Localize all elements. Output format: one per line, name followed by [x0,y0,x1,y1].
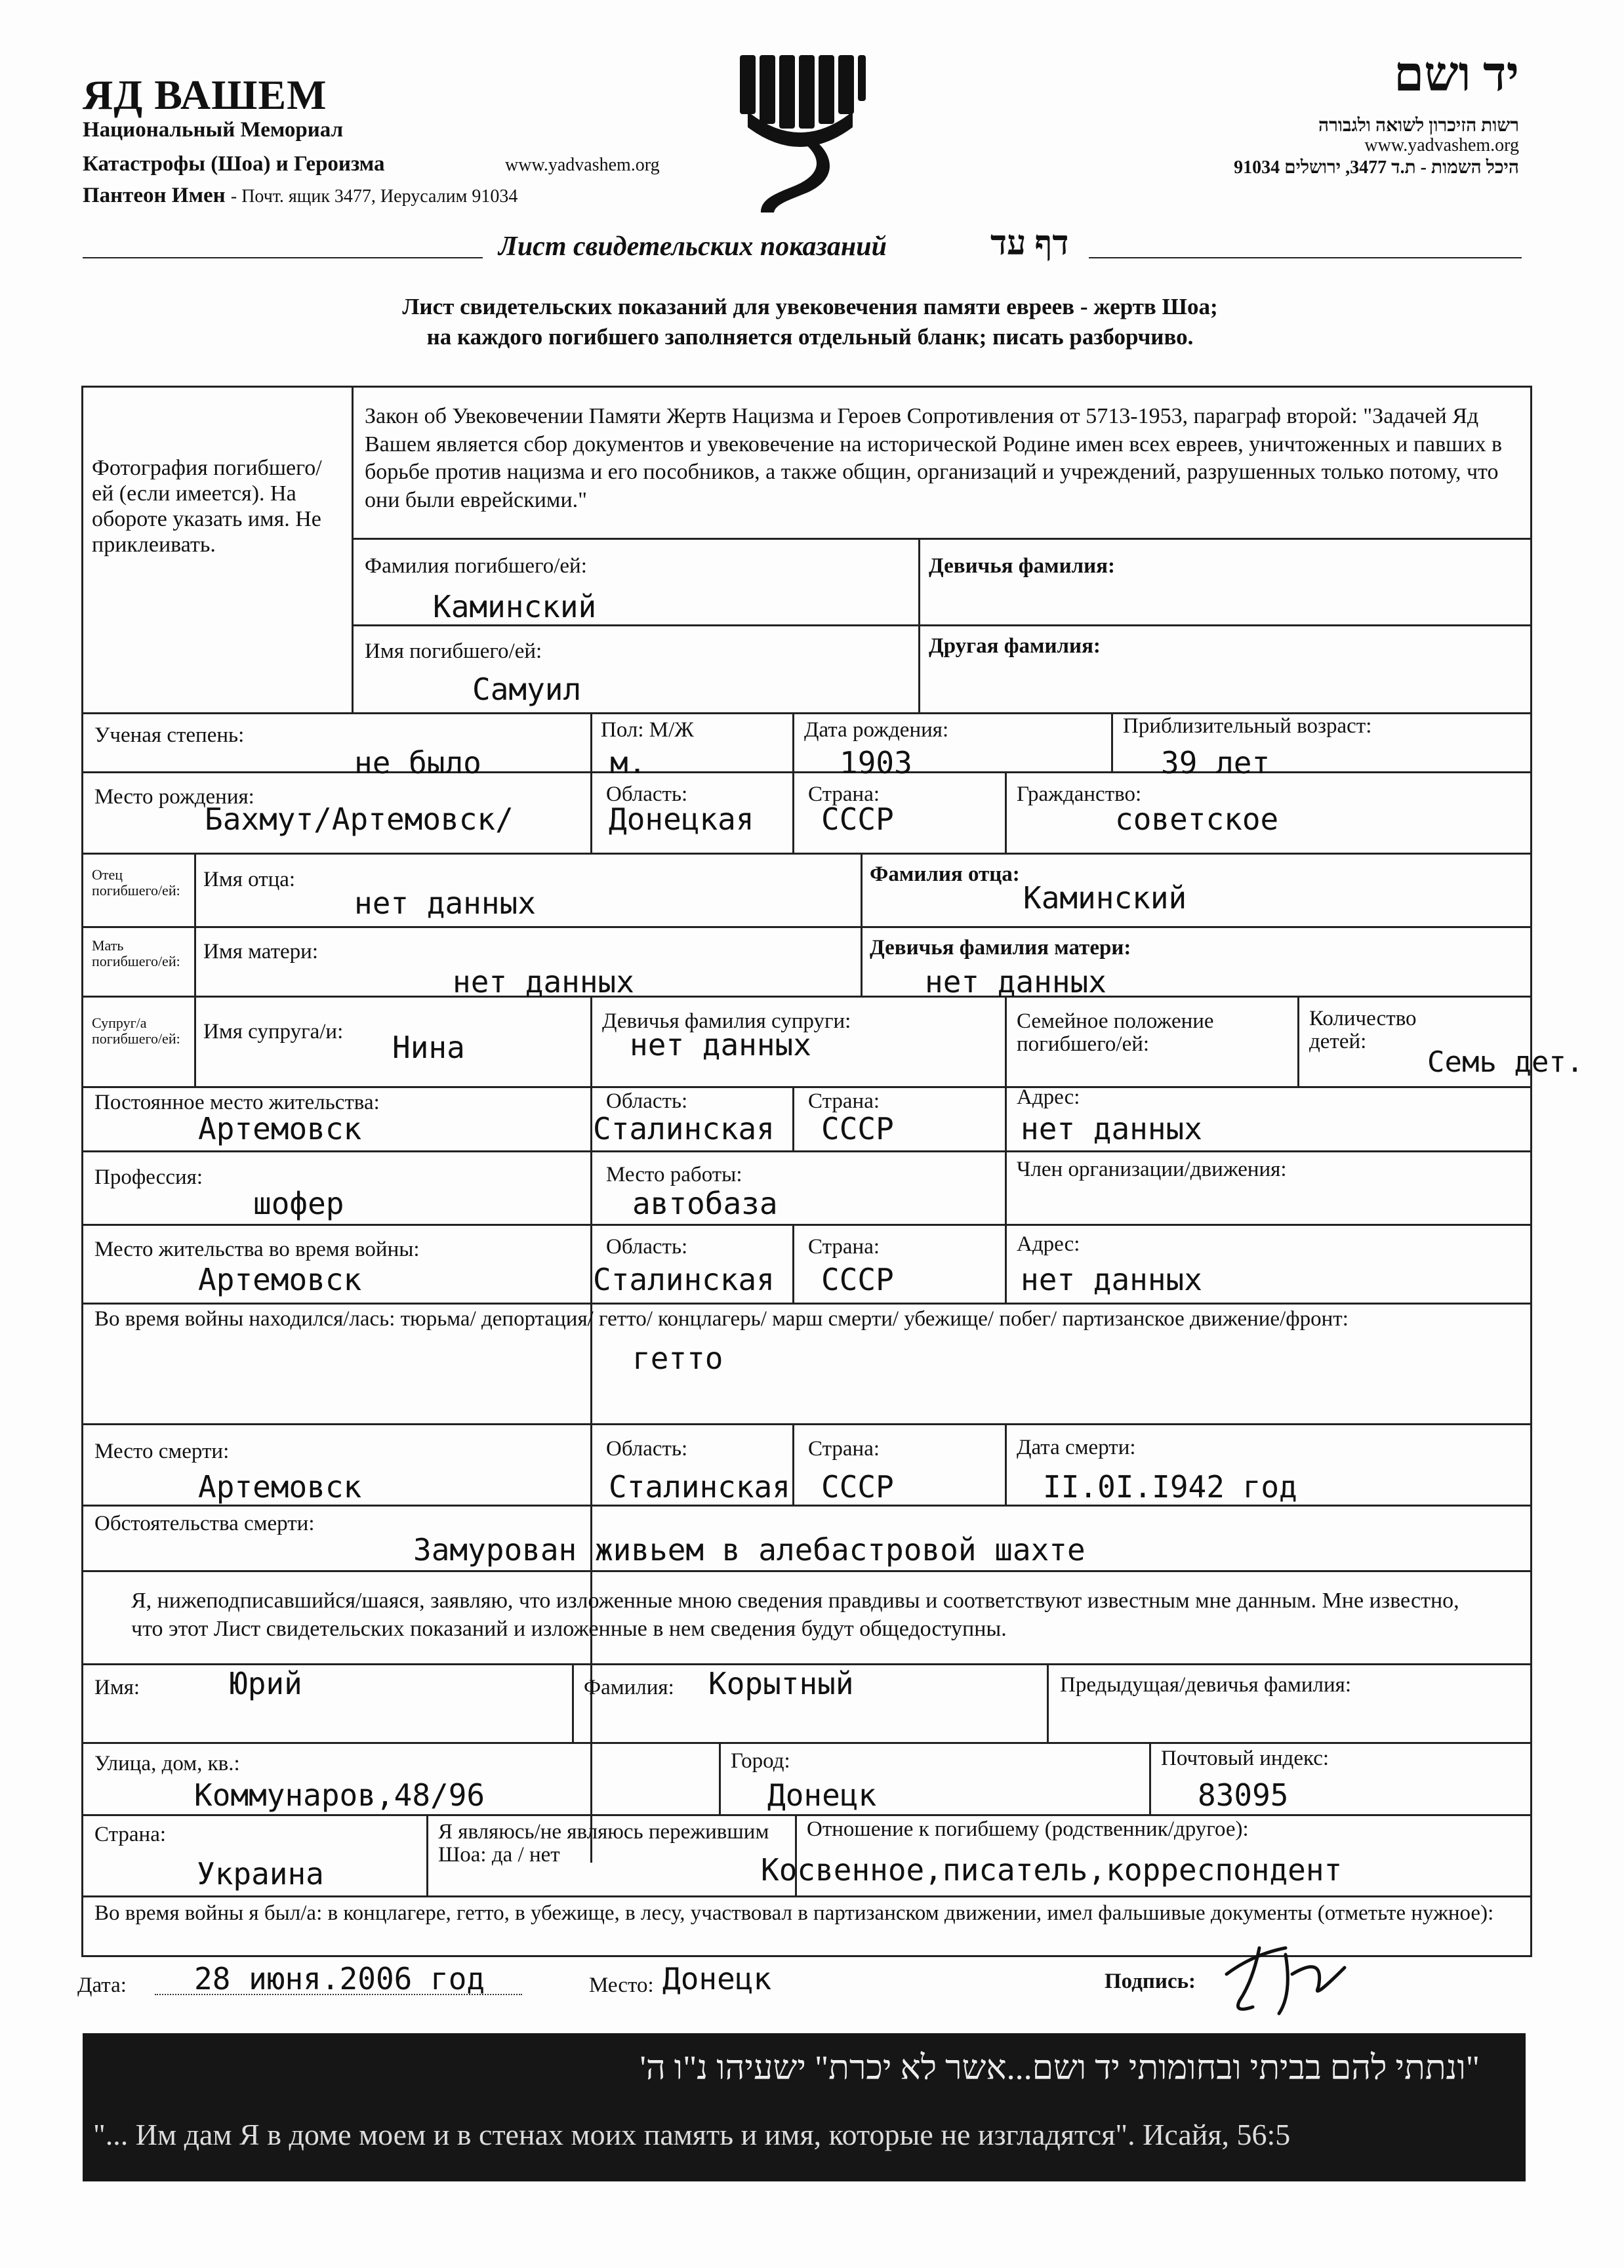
father-surname-field[interactable]: Каминский [1023,880,1187,916]
title-rule-right [1089,257,1522,258]
residence-label: Постоянное место жительства: [94,1091,380,1114]
children-label: Количество детей: [1309,1007,1417,1053]
children-field[interactable]: Семь дет. [1427,1045,1584,1079]
membership-label: Член организации/движения: [1017,1158,1287,1181]
signature-mark[interactable] [1213,1928,1358,2020]
death-place-label: Место смерти: [94,1440,230,1463]
death-place-field[interactable]: Артемовск [198,1469,362,1505]
street-field[interactable]: Коммунаров,48/96 [194,1777,485,1813]
war-status-field[interactable]: гетто [632,1341,723,1376]
city-field[interactable]: Донецк [767,1777,877,1813]
other-surname-label: Другая фамилия: [929,634,1101,658]
relation-label: Отношение к погибшему (родственник/другое): [807,1817,1249,1841]
birth-place-label: Место рождения: [94,785,254,809]
mother-maiden-label: Девичья фамилия матери: [870,936,1131,960]
submitter-country-field[interactable]: Украина [197,1856,324,1892]
birth-date-field[interactable]: 1903 [840,745,912,780]
header-line-3: Пантеон Имен [83,184,226,207]
marital-status-label: Семейное положение погибшего/ей: [1017,1009,1214,1056]
death-region-label: Область: [606,1437,688,1461]
maiden-name-label: Девичья фамилия: [929,554,1115,578]
place-label: Место: [589,1974,654,1997]
war-address-label: Адрес: [1017,1232,1080,1256]
sex-field[interactable]: м. [610,745,647,780]
war-region-label: Область: [606,1235,688,1259]
mother-maiden-field[interactable]: нет данных [925,964,1106,1000]
death-date-field[interactable]: II.0I.I942 год [1043,1469,1297,1505]
header-address-ru: - Почт. ящик 3477, Иерусалим 91034 [230,186,518,207]
war-submitter-label: Во время войны я был/а: в концлагере, гетто, в убежище, в лесу, участвовал в партизанском движении, имел фальшивые документы (отметьте нужное): [94,1901,1494,1925]
degree-label: Ученая степень: [94,723,245,747]
citizenship-field[interactable]: советское [1115,801,1279,837]
title-rule-left [83,257,483,258]
sex-label: Пол: М/Ж [601,718,694,742]
mother-side-label: Мать погибшего/ей: [92,937,180,970]
spouse-maiden-label: Девичья фамилия супруги: [602,1009,851,1033]
city-label: Город: [731,1749,790,1773]
approx-age-label: Приблизительный возраст: [1123,714,1372,738]
date-field[interactable]: 28 июня.2006 год [194,1961,485,1996]
father-surname-label: Фамилия отца: [870,862,1020,886]
header-url-he: www.yadvashem.org [1364,135,1519,155]
mother-name-field[interactable]: нет данных [453,964,634,1000]
residence-region-label: Область: [606,1089,688,1113]
citizenship-label: Гражданство: [1017,782,1142,806]
survivor-toggle[interactable]: Я являюсь/не являюсь пережившим Шоа: да / нет [438,1820,769,1867]
profession-label: Профессия: [94,1165,203,1189]
footer-banner [83,2033,1526,2181]
photo-note: Фотография погибшего/ей (если имеется). На обороте указать имя. Не приклеивать. [92,456,322,557]
spouse-side-label: Супруг/а погибшего/ей: [92,1015,180,1047]
surname-field[interactable]: Каминский [433,589,597,624]
footer-quote-ru: "... Им дам Я в доме моем и в стенах моих память и имя, которые не изгладятся". Исайя, 56:5 [93,2118,1291,2151]
header-he-line-1: רשות הזיכרון לשואה ולגבורה [1318,115,1519,136]
death-date-label: Дата смерти: [1017,1436,1136,1459]
submitter-name-field[interactable]: Юрий [230,1666,302,1701]
first-name-label: Имя погибшего/ей: [365,639,542,663]
signature-label: Подпись: [1105,1970,1196,1993]
birth-region-label: Область: [606,782,688,806]
submitter-name-label: Имя: [94,1676,140,1699]
submitter-surname-field[interactable]: Корытный [708,1666,854,1701]
birth-country-label: Страна: [808,782,880,806]
submitter-country-label: Страна: [94,1823,167,1846]
street-label: Улица, дом, кв.: [94,1752,240,1775]
workplace-field[interactable]: автобаза [632,1186,778,1221]
circumstances-field[interactable]: Замурован живьем в алебастровой шахте [413,1532,1086,1568]
father-name-label: Имя отца: [203,868,296,891]
form-title-he: דף עד [990,225,1069,262]
form-title: Лист свидетельских показаний [498,232,887,262]
workplace-label: Место работы: [606,1163,742,1186]
birth-place-field[interactable]: Бахмут/Артемовск/ [205,801,514,837]
war-residence-field[interactable]: Артемовск [198,1262,362,1297]
profession-field[interactable]: шофер [253,1186,344,1221]
declaration-text: Я, нижеподписавшийся/шаяся, заявляю, что изложенные мною сведения правдивы и соответствуют известным мне данным. Мне известно, что этот Лист свидетельских показаний и изложенные в нем сведения будут общедоступны. [131,1589,1459,1641]
date-label: Дата: [77,1974,127,1997]
relation-field[interactable]: Косвенное,писатель,корреспондент [761,1852,1343,1888]
residence-field[interactable]: Артемовск [198,1111,362,1146]
death-country-field[interactable]: СССР [821,1469,894,1505]
header-line-1: Национальный Мемориал [83,118,344,142]
spouse-name-label: Имя супруга/и: [203,1020,344,1043]
war-country-label: Страна: [808,1235,880,1259]
spouse-name-field[interactable]: Нина [392,1030,465,1065]
degree-field[interactable]: не было [354,745,481,780]
residence-country-label: Страна: [808,1089,880,1113]
submitter-prev-surname-label: Предыдущая/девичья фамилия: [1060,1673,1352,1697]
circumstances-label: Обстоятельства смерти: [94,1512,315,1535]
death-region-field[interactable]: Сталинская [609,1469,790,1505]
postcode-field[interactable]: 83095 [1198,1777,1289,1813]
residence-address-label: Адрес: [1017,1085,1080,1109]
first-name-field[interactable]: Самуил [472,672,582,707]
war-country-field[interactable]: СССР [821,1262,894,1297]
surname-label: Фамилия погибшего/ей: [365,554,587,578]
law-text: Закон об Увековечении Памяти Жертв Нацизма и Героев Сопротивления от 5713-1953, параграф второй: "Задачей Яд Вашем является сбор документов и увековечение на исторической Родине имен всех евреев, уничтоженных и павших в борьбе против нацизма и его пособников, а также общин, организаций и учреждений, разрушенных только потому, что они были еврейскими." [365,404,1503,512]
residence-region-field[interactable]: Сталинская [593,1111,775,1146]
residence-address-field[interactable]: нет данных [1021,1111,1202,1146]
war-status-label: Во время войны находился/лась: тюрьма/ депортация/ гетто/ концлагерь/ марш смерти/ убежище/ побег/ партизанское движение/фронт: [94,1307,1349,1331]
war-address-field[interactable]: нет данных [1021,1262,1202,1297]
birth-date-label: Дата рождения: [804,718,949,742]
war-region-field[interactable]: Сталинская [593,1262,775,1297]
place-field[interactable]: Донецк [662,1961,772,1996]
father-side-label: Отец погибшего/ей: [92,866,180,899]
mother-name-label: Имя матери: [203,940,318,963]
form-frame [81,386,1532,1957]
submitter-surname-label: Фамилия: [584,1676,674,1699]
spouse-maiden-field[interactable]: нет данных [630,1027,811,1063]
header-he-line-3: היכל השמות - ת.ד 3477, ירושלים 91034 [1234,157,1519,178]
intro-line-1: Лист свидетельских показаний для увековечения памяти евреев - жертв Шоа; [402,294,1218,319]
yad-vashem-title-ru: ЯД ВАШЕМ [83,71,327,118]
death-country-label: Страна: [808,1437,880,1461]
yad-vashem-title-he: יד ושם [1394,48,1519,102]
residence-country-field[interactable]: СССР [821,1111,894,1146]
war-residence-label: Место жительства во время войны: [94,1238,420,1261]
menorah-icon [735,55,866,213]
header-url-ru: www.yadvashem.org [505,155,660,175]
father-name-field[interactable]: нет данных [354,885,536,921]
approx-age-field[interactable]: 39 лет [1161,745,1270,780]
intro-line-2: на каждого погибшего заполняется отдельный бланк; писать разборчиво. [426,324,1194,350]
postcode-label: Почтовый индекс: [1161,1747,1330,1770]
footer-quote-he: "ונתתי להם בביתי ובחומותי יד ושם...אשר לא יכרת" ישעיהו נ"ו ה' [639,2050,1480,2087]
birth-region-field[interactable]: Донецкая [609,801,754,837]
birth-country-field[interactable]: СССР [821,801,894,837]
header-line-2: Катастрофы (Шоа) и Героизма [83,152,385,176]
